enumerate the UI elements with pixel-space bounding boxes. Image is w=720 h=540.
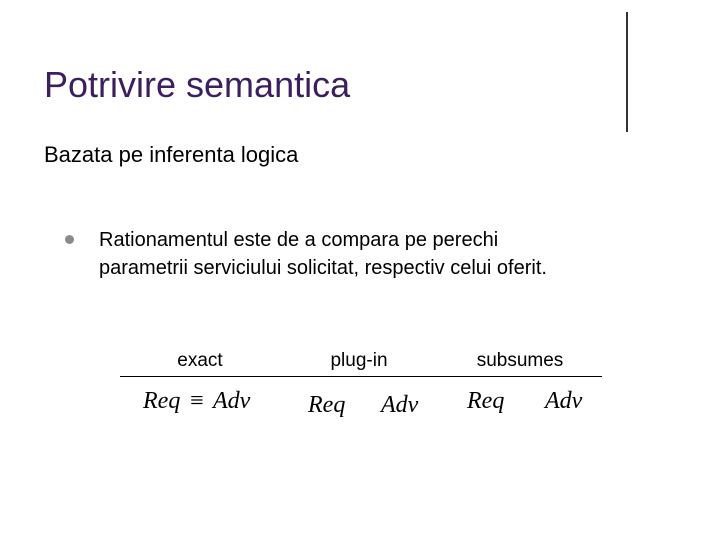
bullet-line-1: Rationamentul este de a compara pe perechi: [99, 229, 499, 251]
column-label-plugin: plug-in: [330, 350, 388, 371]
bullet-text: [99, 226, 659, 282]
vertical-divider: [626, 12, 628, 132]
bullet-line-2: parametrii serviciului solicitat, respectiv celui oferit.: [99, 257, 547, 279]
formula-exact-req: Req: [143, 388, 181, 414]
slide-subtitle: Bazata pe inferenta logica: [44, 142, 299, 167]
formula-exact-adv: Adv: [213, 388, 251, 414]
formula-plugin-req: Req: [308, 392, 346, 418]
slide-title: Potrivire semantica: [44, 64, 351, 105]
bullet-icon: [65, 235, 74, 244]
formula-subsumes-adv: Adv: [545, 388, 583, 414]
formula-exact-equivalence-symbol: ≡: [190, 388, 204, 414]
column-label-subsumes: subsumes: [476, 350, 564, 371]
column-label-exact: exact: [177, 350, 223, 371]
formula-plugin-adv: Adv: [381, 392, 419, 418]
table-rule: [120, 376, 602, 377]
formula-subsumes-req: Req: [467, 388, 505, 414]
